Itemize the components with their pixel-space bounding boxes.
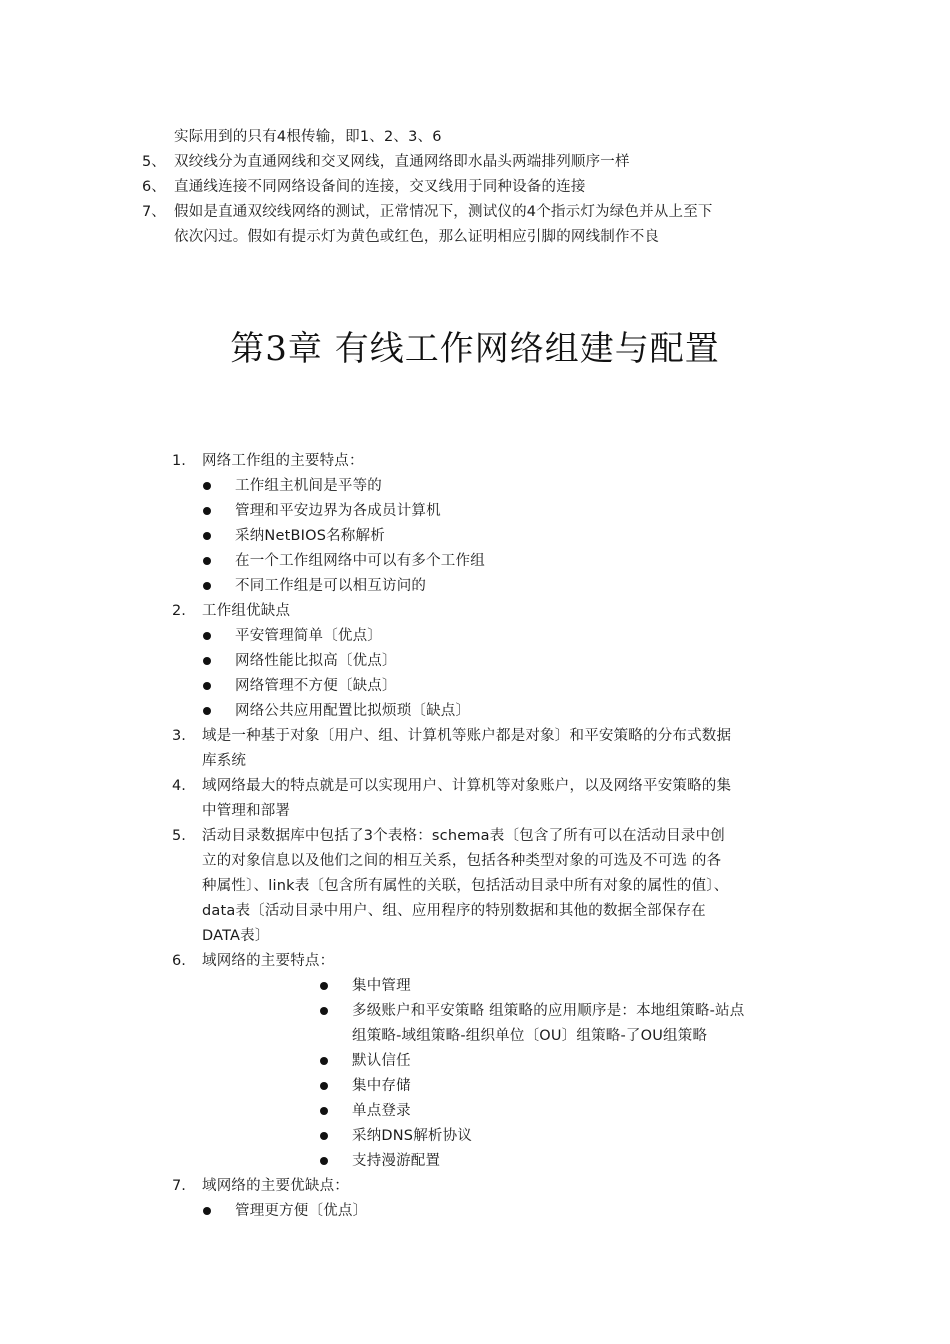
section-number: 3.	[172, 728, 186, 744]
bullet-dot	[203, 582, 211, 590]
section-text: DATA表〕	[202, 928, 270, 944]
intro-item-text: 直通线连接不同网络设备间的连接，交叉线用于同种设备的连接	[174, 179, 586, 195]
section-text: 库系统	[202, 753, 247, 769]
intro-item-text: 假如是直通双绞线网络的测试，正常情况下，测试仪的4个指示灯为绿色并从上至下	[174, 204, 713, 220]
section-text: 工作组优缺点	[202, 603, 291, 619]
intro-item-number: 7、	[142, 204, 166, 220]
bullet-dot	[203, 532, 211, 540]
section-text: 网络工作组的主要特点：	[202, 453, 364, 469]
bullet-dot	[203, 507, 211, 515]
bullet-item-text: 工作组主机间是平等的	[235, 478, 382, 494]
bullet-item-text: 平安管理简单〔优点〕	[235, 628, 382, 644]
bullet-item-text: 组策略-域组策略-组织单位〔OU〕组策略-了OU组策略	[352, 1028, 708, 1044]
bullet-item-text: 不同工作组是可以相互访问的	[235, 578, 427, 594]
bullet-dot	[320, 1107, 328, 1115]
bullet-item-text: 管理更方便〔优点〕	[235, 1203, 368, 1219]
intro-item-text: 双绞线分为直通网线和交叉网线，直通网络即水晶头两端排列顺序一样	[174, 154, 630, 170]
bullet-dot	[203, 682, 211, 690]
section-number: 6.	[172, 953, 186, 969]
bullet-item-text: 网络性能比拟高〔优点〕	[235, 653, 397, 669]
bullet-item-text: 集中存储	[352, 1078, 411, 1094]
bullet-dot	[203, 557, 211, 565]
section-text: 中管理和部署	[202, 803, 291, 819]
bullet-item-text: 采纳DNS解析协议	[352, 1128, 473, 1144]
paragraph-continuation: 实际用到的只有4根传输，即1、2、3、6	[174, 129, 442, 145]
section-text: 立的对象信息以及他们之间的相互关系，包括各种类型对象的可选及不可选 的各	[202, 853, 722, 869]
section-number: 2.	[172, 603, 186, 619]
section-text: 域是一种基于对象〔用户、组、计算机等账户都是对象〕和平安策略的分布式数据	[202, 728, 732, 744]
bullet-item-text: 管理和平安边界为各成员计算机	[235, 503, 441, 519]
section-text: 域网络的主要优缺点：	[202, 1178, 349, 1194]
bullet-dot	[320, 982, 328, 990]
bullet-dot	[320, 1132, 328, 1140]
section-number: 5.	[172, 828, 186, 844]
section-number: 1.	[172, 453, 186, 469]
bullet-item-text: 网络管理不方便〔缺点〕	[235, 678, 397, 694]
bullet-dot	[203, 1207, 211, 1215]
bullet-dot	[203, 657, 211, 665]
bullet-dot	[320, 1007, 328, 1015]
bullet-dot	[203, 482, 211, 490]
bullet-item-text: 网络公共应用配置比拟烦琐〔缺点〕	[235, 703, 471, 719]
section-number: 4.	[172, 778, 186, 794]
section-text: 种属性〕、link表〔包含所有属性的关联，包括活动目录中所有对象的属性的值〕、	[202, 878, 729, 894]
intro-item-text: 依次闪过。假如有提示灯为黄色或红色，那么证明相应引脚的网线制作不良	[174, 229, 660, 245]
chapter-title: 第3章 有线工作网络组建与配置	[230, 329, 720, 369]
section-text: 域网络最大的特点就是可以实现用户、计算机等对象账户，以及网络平安策略的集	[202, 778, 732, 794]
bullet-item-text: 支持漫游配置	[352, 1153, 441, 1169]
bullet-dot	[320, 1082, 328, 1090]
bullet-item-text: 默认信任	[352, 1053, 411, 1069]
bullet-item-text: 多级账户和平安策略 组策略的应用顺序是：本地组策略-站点	[352, 1003, 745, 1019]
bullet-dot	[320, 1157, 328, 1165]
section-text: 活动目录数据库中包括了3个表格：schema表〔包含了所有可以在活动目录中创	[202, 828, 725, 844]
bullet-item-text: 集中管理	[352, 978, 411, 994]
section-number: 7.	[172, 1178, 186, 1194]
section-text: 域网络的主要特点：	[202, 953, 335, 969]
intro-item-number: 5、	[142, 154, 166, 170]
bullet-dot	[320, 1057, 328, 1065]
bullet-item-text: 采纳NetBIOS名称解析	[235, 528, 385, 544]
section-text: data表〔活动目录中用户、组、应用程序的特别数据和其他的数据全部保存在	[202, 903, 706, 919]
bullet-dot	[203, 707, 211, 715]
bullet-item-text: 在一个工作组网络中可以有多个工作组	[235, 553, 485, 569]
bullet-item-text: 单点登录	[352, 1103, 411, 1119]
bullet-dot	[203, 632, 211, 640]
intro-item-number: 6、	[142, 179, 166, 195]
